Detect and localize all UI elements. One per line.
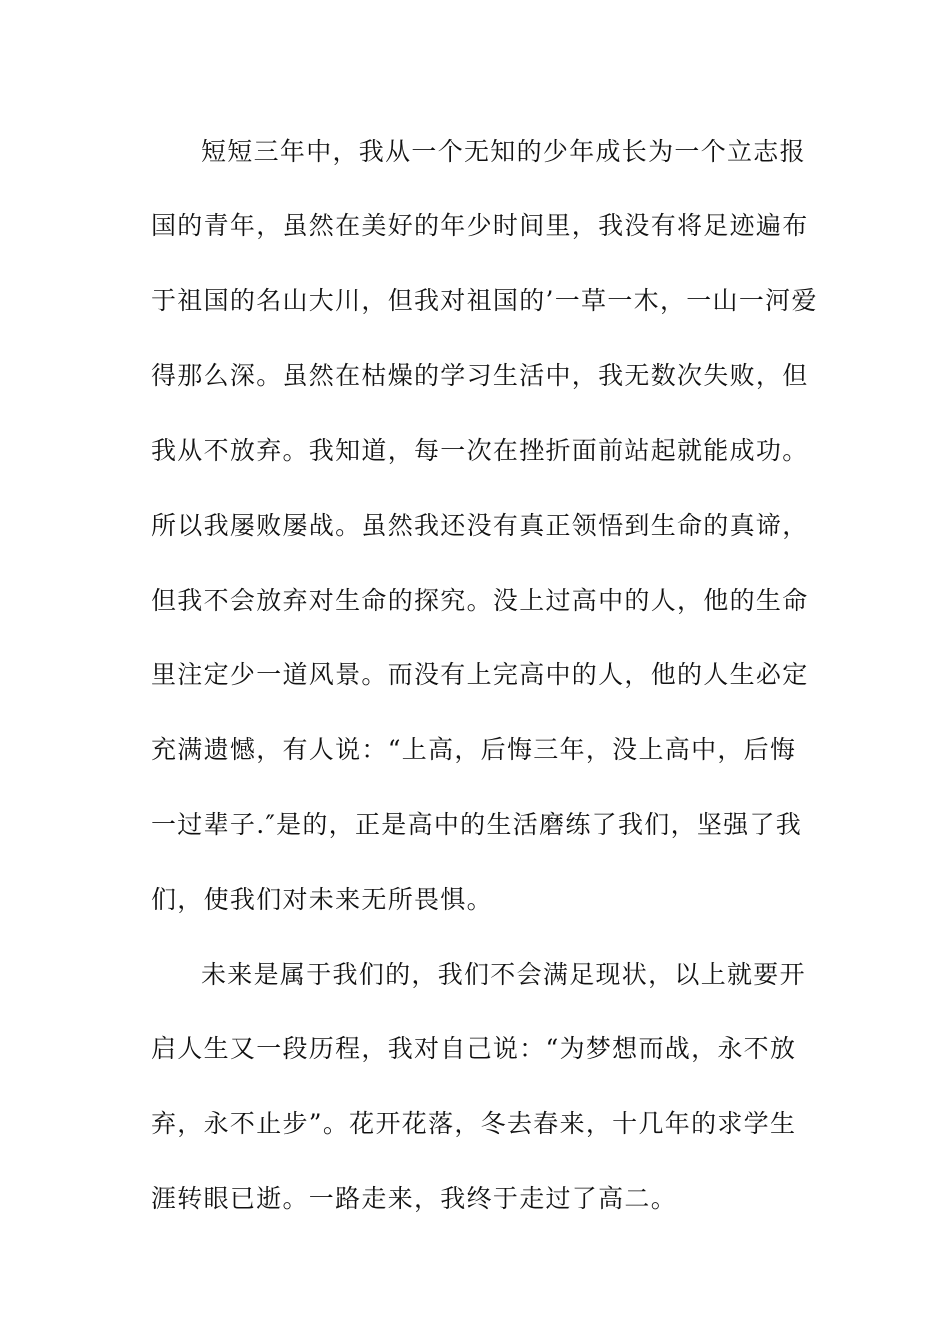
paragraph-line: 弃，永不止步”。花开花落，冬去春来，十几年的求学生 [151,1109,797,1138]
paragraph-line: 所以我屡败屡战。虽然我还没有真正领悟到生命的真谛， [151,511,809,540]
paragraph-line: 一过辈子.″是的，正是高中的生活磨练了我们，坚强了我 [151,810,803,839]
paragraph-line: 短短三年中，我从一个无知的少年成长为一个立志报 [201,137,806,166]
paragraph-line: 于祖国的名山大川，但我对祖国的’一草一木，一山一河爱 [151,286,818,315]
paragraph-line: 启人生又一段历程，我对自己说：“为梦想而战，永不放 [151,1034,797,1063]
paragraph-line: 但我不会放弃对生命的探究。没上过高中的人，他的生命 [151,586,809,615]
paragraph-line: 充满遗憾，有人说：“上高，后悔三年，没上高中，后悔 [151,735,797,764]
paragraph-line: 们，使我们对未来无所畏惧。 [151,885,493,914]
paragraph-line: 涯转眼已逝。一路走来，我终于走过了高二。 [151,1184,678,1213]
paragraph-line: 里注定少一道风景。而没有上完高中的人，他的人生必定 [151,660,809,689]
paragraph-line: 未来是属于我们的，我们不会满足现状，以上就要开 [201,960,806,989]
paragraph-line: 国的青年，虽然在美好的年少时间里，我没有将足迹遍布 [151,211,809,240]
paragraph-line: 得那么深。虽然在枯燥的学习生活中，我无数次失败，但 [151,361,809,390]
paragraph-line: 我从不放弃。我知道，每一次在挫折面前站起就能成功。 [151,436,809,465]
